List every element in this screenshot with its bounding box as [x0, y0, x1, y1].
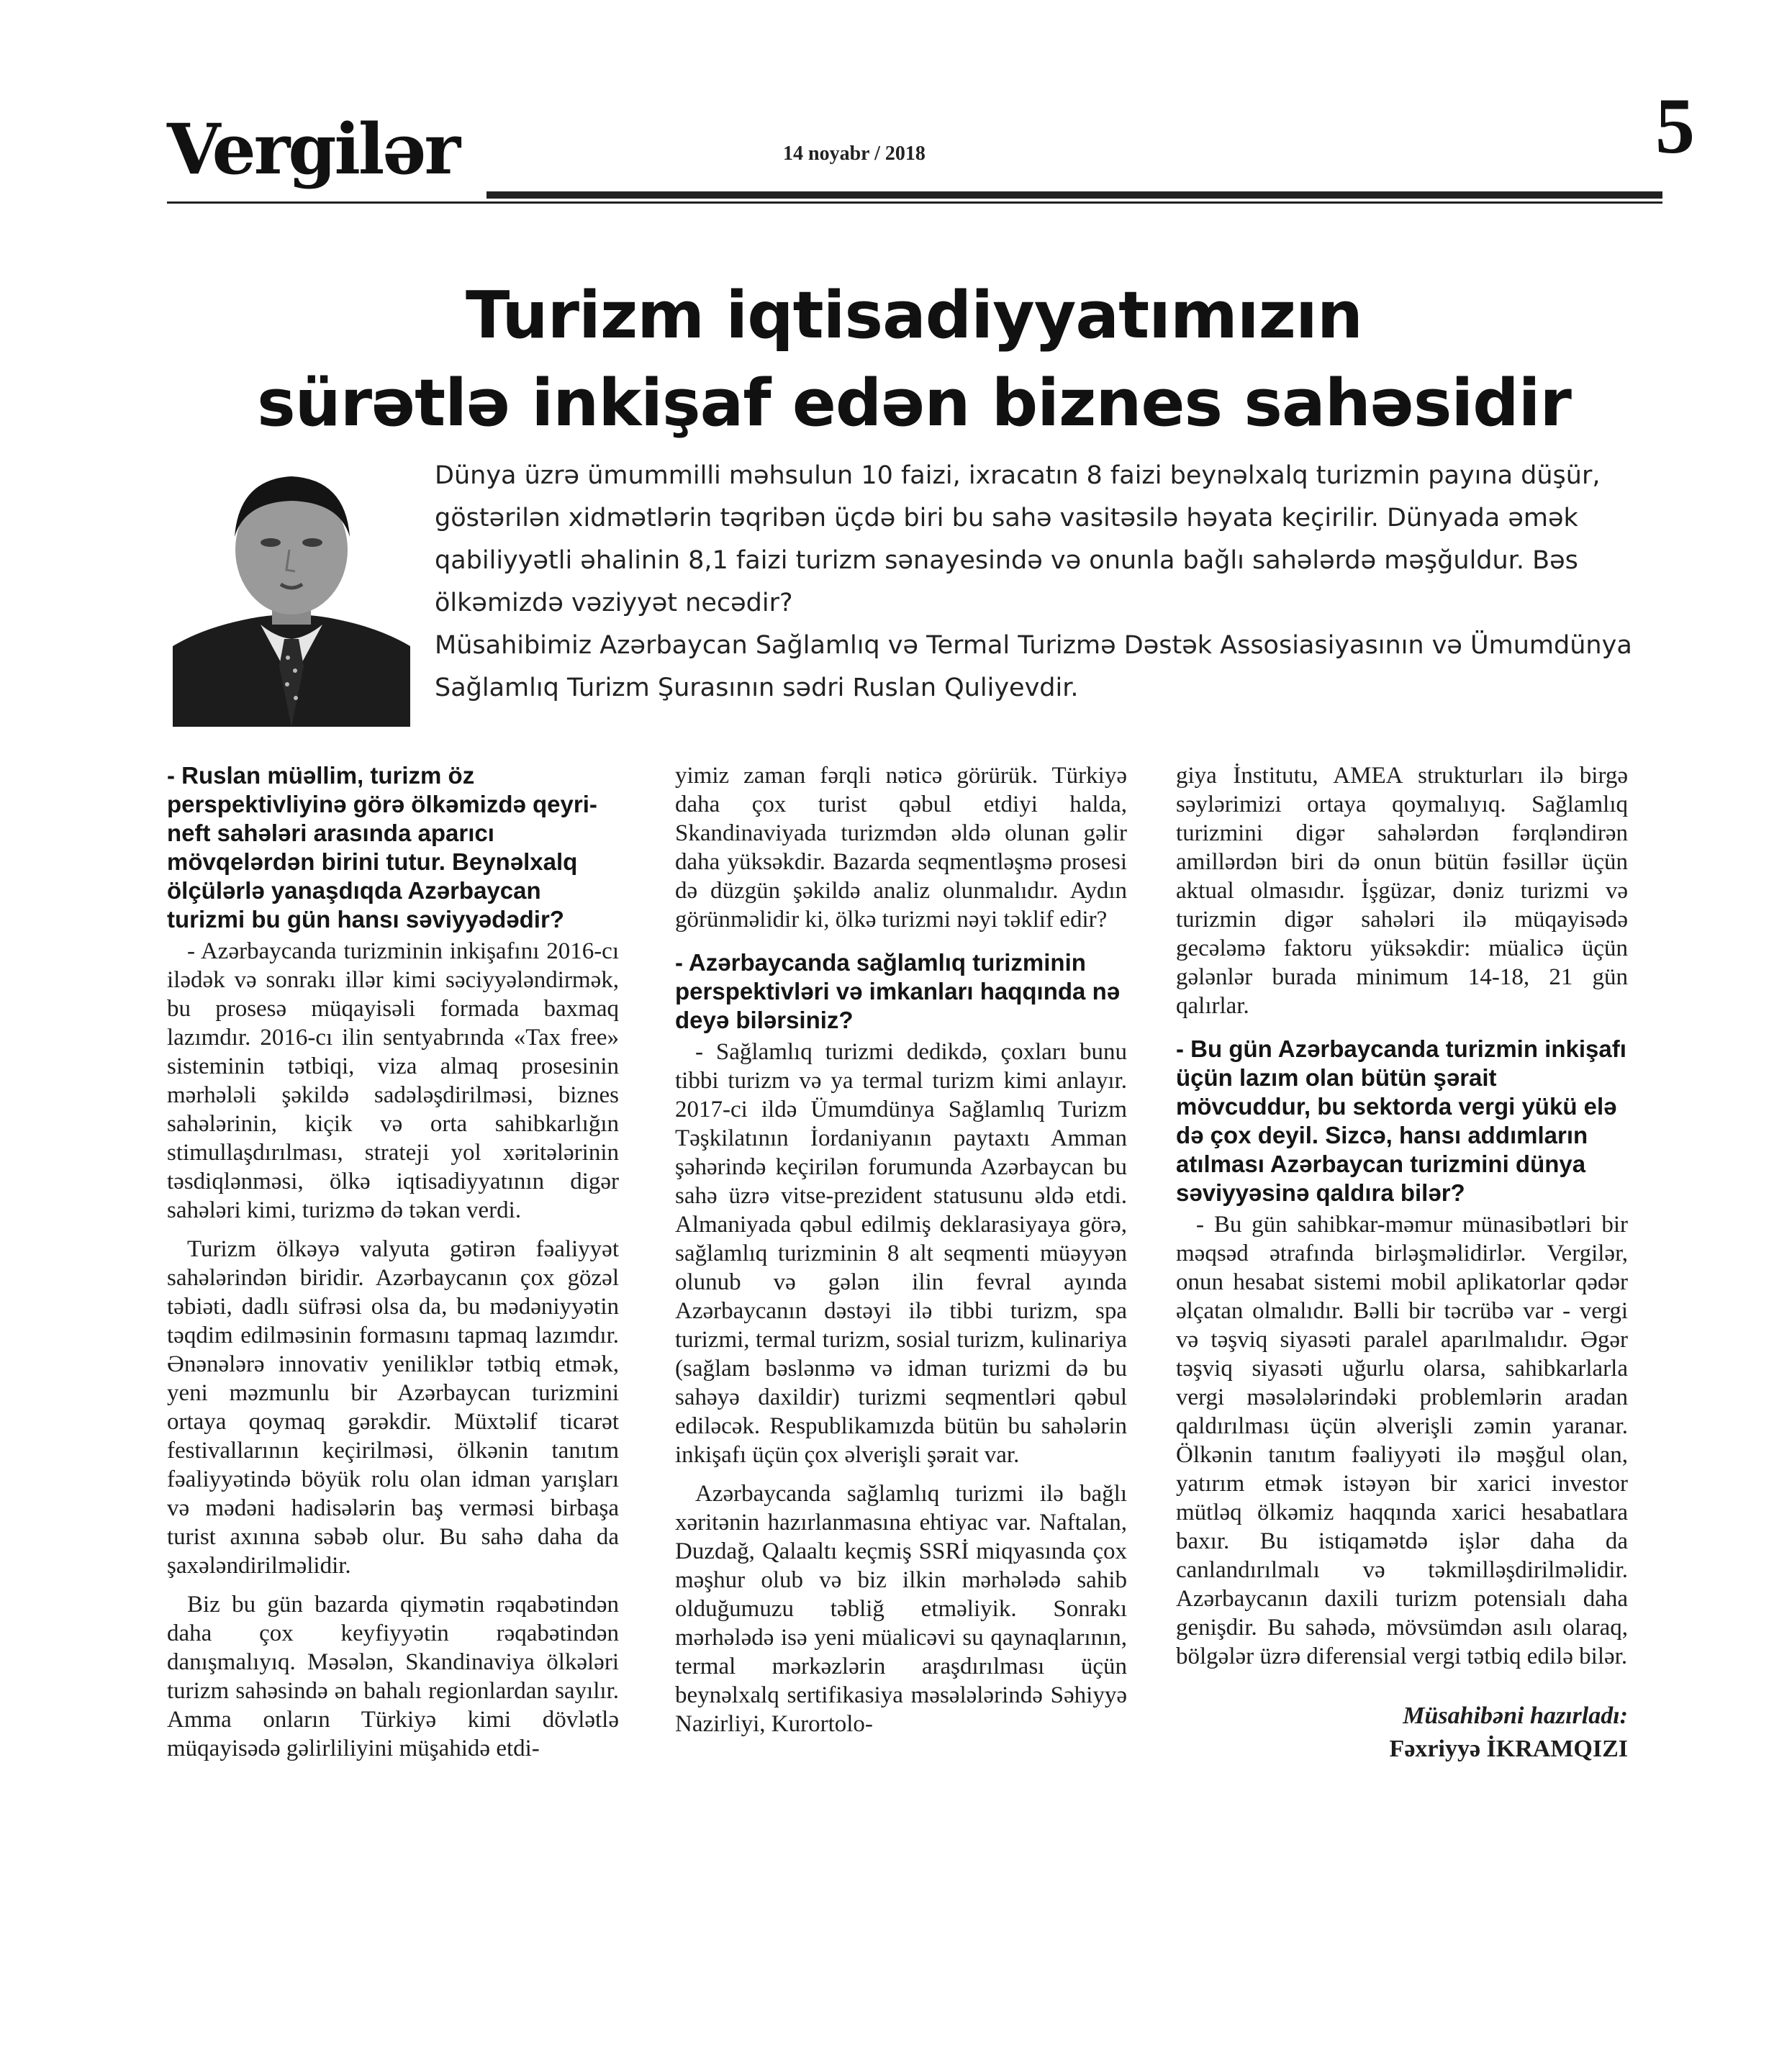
body-paragraph: Biz bu gün bazarda qiymətin rəqabətindən daha çox keyfiyyətin rəqabətindən danışmalıyıq. Məsələn, Skandinaviya ölkələri turizm sahəsində ən bahalı regionlardan sayılır. Amma onların Türkiyə kimi dövlətlə müqayisədə gəlirliliyini müşahidə etdi-: [167, 1592, 619, 1761]
body-paragraph: - Bu gün sahibkar-məmur münasibətləri bir məqsəd ətrafında birləşməlidirlər. Vergilər, onun hesabat sistemi mobil aplikatorlar qədər əlçatan olmalıdır. Bəlli bir təcrübə var - vergi və təşviq siyasəti paralel aparılmalıdır. Əgər təşviq siyasəti uğurlu olarsa, sahibkarlarla vergi məsələlərindəki problemlərin aradan qaldırılması üçün əlverişli zəmin yaranar. Ölkənin tanıtım fəaliyyəti ilə məşğul olan, yatırım etmək istəyən bir xarici investor mütləq ölkəmiz haqqında xarici hesabatlara baxır. Bu istiqamətdə işlər daha da canlandırılmalı və təkmilləşdirilməlidir. Azərbaycanın daxili turizm potensialı daha genişdir. Bu sahədə, mövsümdən asılı olaraq, bölgələr üzrə diferensial vergi tətbiq edilə bilər.: [1176, 1212, 1628, 1669]
signature-name: Fəxriyyə İKRAMQIZI: [1389, 1736, 1628, 1762]
signature-role: Müsahibəni hazırladı:: [1403, 1702, 1628, 1729]
headline-line-1: Turizm iqtisadiyyatımızın: [466, 278, 1362, 353]
page-number: 5: [1655, 82, 1695, 170]
author-signature: [1176, 1700, 1628, 1766]
body-paragraph: yimiz zaman fərqli nəticə görürük. Türkiyə daha çox turist qəbul etdiyi halda, Skandinaviyada turizmdən əldə olunan gəlir daha yüksəkdir. Bazarda seqmentləşmə prosesi də düzgün şəkildə analiz olunmalıdır. Aydın görünməlidir ki, ölkə turizmi nəyi təklif edir?: [675, 763, 1127, 933]
text-column-3: [1176, 761, 1628, 1766]
interview-question: - Azərbaycanda sağlamlıq turizminin perspektivləri və imkanları haqqında nə deyə bilərsiniz?: [675, 949, 1121, 1033]
text-column-1: [167, 761, 619, 1773]
article-headline: [173, 272, 1655, 448]
body-paragraph: giya İnstitutu, AMEA strukturları ilə birgə səylərimizi ortaya qoymalıyıq. Sağlamlıq turizmini digər sahələrdən fərqləndirən amillərdən biri də onun bütün fəsillər üçün aktual olmasıdır. İşgüzar, dəniz turizmi və turizmin digər sahələri ilə müqayisədə gecələmə faktoru yüksəkdir: müalicə üçün gələnlər burada minimum 14-18, 21 gün qalırlar.: [1176, 763, 1628, 1019]
article-intro: [435, 455, 1665, 709]
intro-paragraph: Müsahibimiz Azərbaycan Sağlamlıq və Termal Turizmə Dəstək Assosiasiyasının və Ümumdünya Sağlamlıq Turizm Şurasının sədri Ruslan Quliyevdir.: [435, 631, 1632, 702]
headline-line-2: sürətlə inkişaf edən biznes sahəsidir: [257, 366, 1571, 441]
intro-paragraph: Dünya üzrə ümummilli məhsulun 10 faizi, ixracatın 8 faizi beynəlxalq turizmin payına düşür, göstərilən xidmətlərin təqribən üçdə biri bu sahə vasitəsilə həyata keçirilir. Dünyada əmək qabiliyyətli əhalinin 8,1 faizi turizm sənayesində və onunla bağlı sahələrdə məşğuldur. Bəs ölkəmizdə vəziyyət necədir?: [435, 461, 1601, 617]
interview-question: - Bu gün Azərbaycanda turizmin inkişafı üçün lazım olan bütün şərait mövcuddur, bu sektorda vergi yükü elə də çox deyil. Sizcə, hansı addımların atılması Azərbaycan turizmini dünya səviyyəsinə qaldıra bilər?: [1176, 1035, 1626, 1206]
masthead-rule-thin: [167, 201, 1662, 204]
newspaper-logo: Vergilər: [167, 109, 459, 190]
body-paragraph: - Azərbaycanda turizminin inkişafını 2016-cı ilədək və sonrakı illər kimi səciyyələndirmək, bu prosesə müqayisəli formada baxmaq lazımdır. 2016-cı ilin sentyabrında «Tax free» sisteminin tətbiqi, viza almaq prosesinin mərhələli şəkildə sadələşdirilməsi, biznes sahələrinin, kiçik və orta sahibkarlığın stimullaşdırılması, strateji yol xəritələrinin təsdiqlənməsi, ölkə iqtisadiyyatının digər sahələri kimi, turizmə də təkan verdi.: [167, 938, 619, 1223]
text-column-2: [675, 761, 1127, 1749]
masthead-rule-thick: [487, 191, 1662, 199]
issue-date: 14 noyabr / 2018: [783, 142, 926, 165]
interview-question: - Ruslan müəllim, turizm öz perspektivliyinə görə ölkəmizdə qeyri-neft sahələri arasında aparıcı mövqelərdən birini tutur. Beynəlxalq ölçülərlə yanaşdıqda Azərbaycan turizmi bu gün hansı səviyyədədir?: [167, 762, 597, 933]
body-paragraph: Turizm ölkəyə valyuta gətirən fəaliyyət sahələrindən biridir. Azərbaycanın çox gözəl təbiəti, dadlı süfrəsi olsa da, bu mədəniyyətin təqdim edilməsinin formasını tapmaq lazımdır. Ənənələrə innovativ yeniliklər tətbiq etmək, yeni məzmunlu bir Azərbaycan turizmini ortaya qoymaq gərəkdir. Müxtəlif ticarət festivallarının keçirilməsi, ölkənin tanıtım fəaliyyətində böyük rolu olan idman yarışları və mədəni hadisələrin baş verməsi birbaşa turist axınına səbəb olur. Bu sahə daha da şaxələndirilməlidir.: [167, 1236, 619, 1579]
body-paragraph: Azərbaycanda sağlamlıq turizmi ilə bağlı xəritənin hazırlanmasına ehtiyac var. Naftalan, Duzdağ, Qalaaltı keçmiş SSRİ miqyasında çox məşhur olub və biz ilkin mərhələdə sahib olduğumuzu təbliğ etməliyik. Sonrakı mərhələdə isə yeni müalicəvi su qaynaqlarının, termal mərkəzlərin araşdırılması üçün beynəlxalq sertifikasiya məsələlərində Səhiyyə Nazirliyi, Kurortolo-: [675, 1481, 1127, 1737]
body-paragraph: - Sağlamlıq turizmi dedikdə, çoxları bunu tibbi turizm və ya termal turizm kimi anlayır. 2017-ci ildə Ümumdünya Sağlamlıq Turizm Təşkilatının İordaniyanın paytaxtı Amman şəhərində keçirilən forumunda Azərbaycan bu sahə üzrə vitse-prezident statusunu əldə etdi. Almaniyada qəbul edilmiş deklarasiyaya görə, sağlamlıq turizminin 8 alt seqmenti müəyyən olunub və gələn ilin fevral ayında Azərbaycanın dəstəyi ilə tibbi turizm, spa turizmi, termal turizm, sosial turizm, kulinariya (sağlam bəslənmə və idman turizmi də bu sahəyə daxildir) turizmi seqmentləri qəbul ediləcək. Respublikamızda bütün bu sahələrin inkişafı üçün çox əlverişli şərait var.: [675, 1039, 1127, 1468]
interviewee-portrait: [173, 458, 410, 727]
